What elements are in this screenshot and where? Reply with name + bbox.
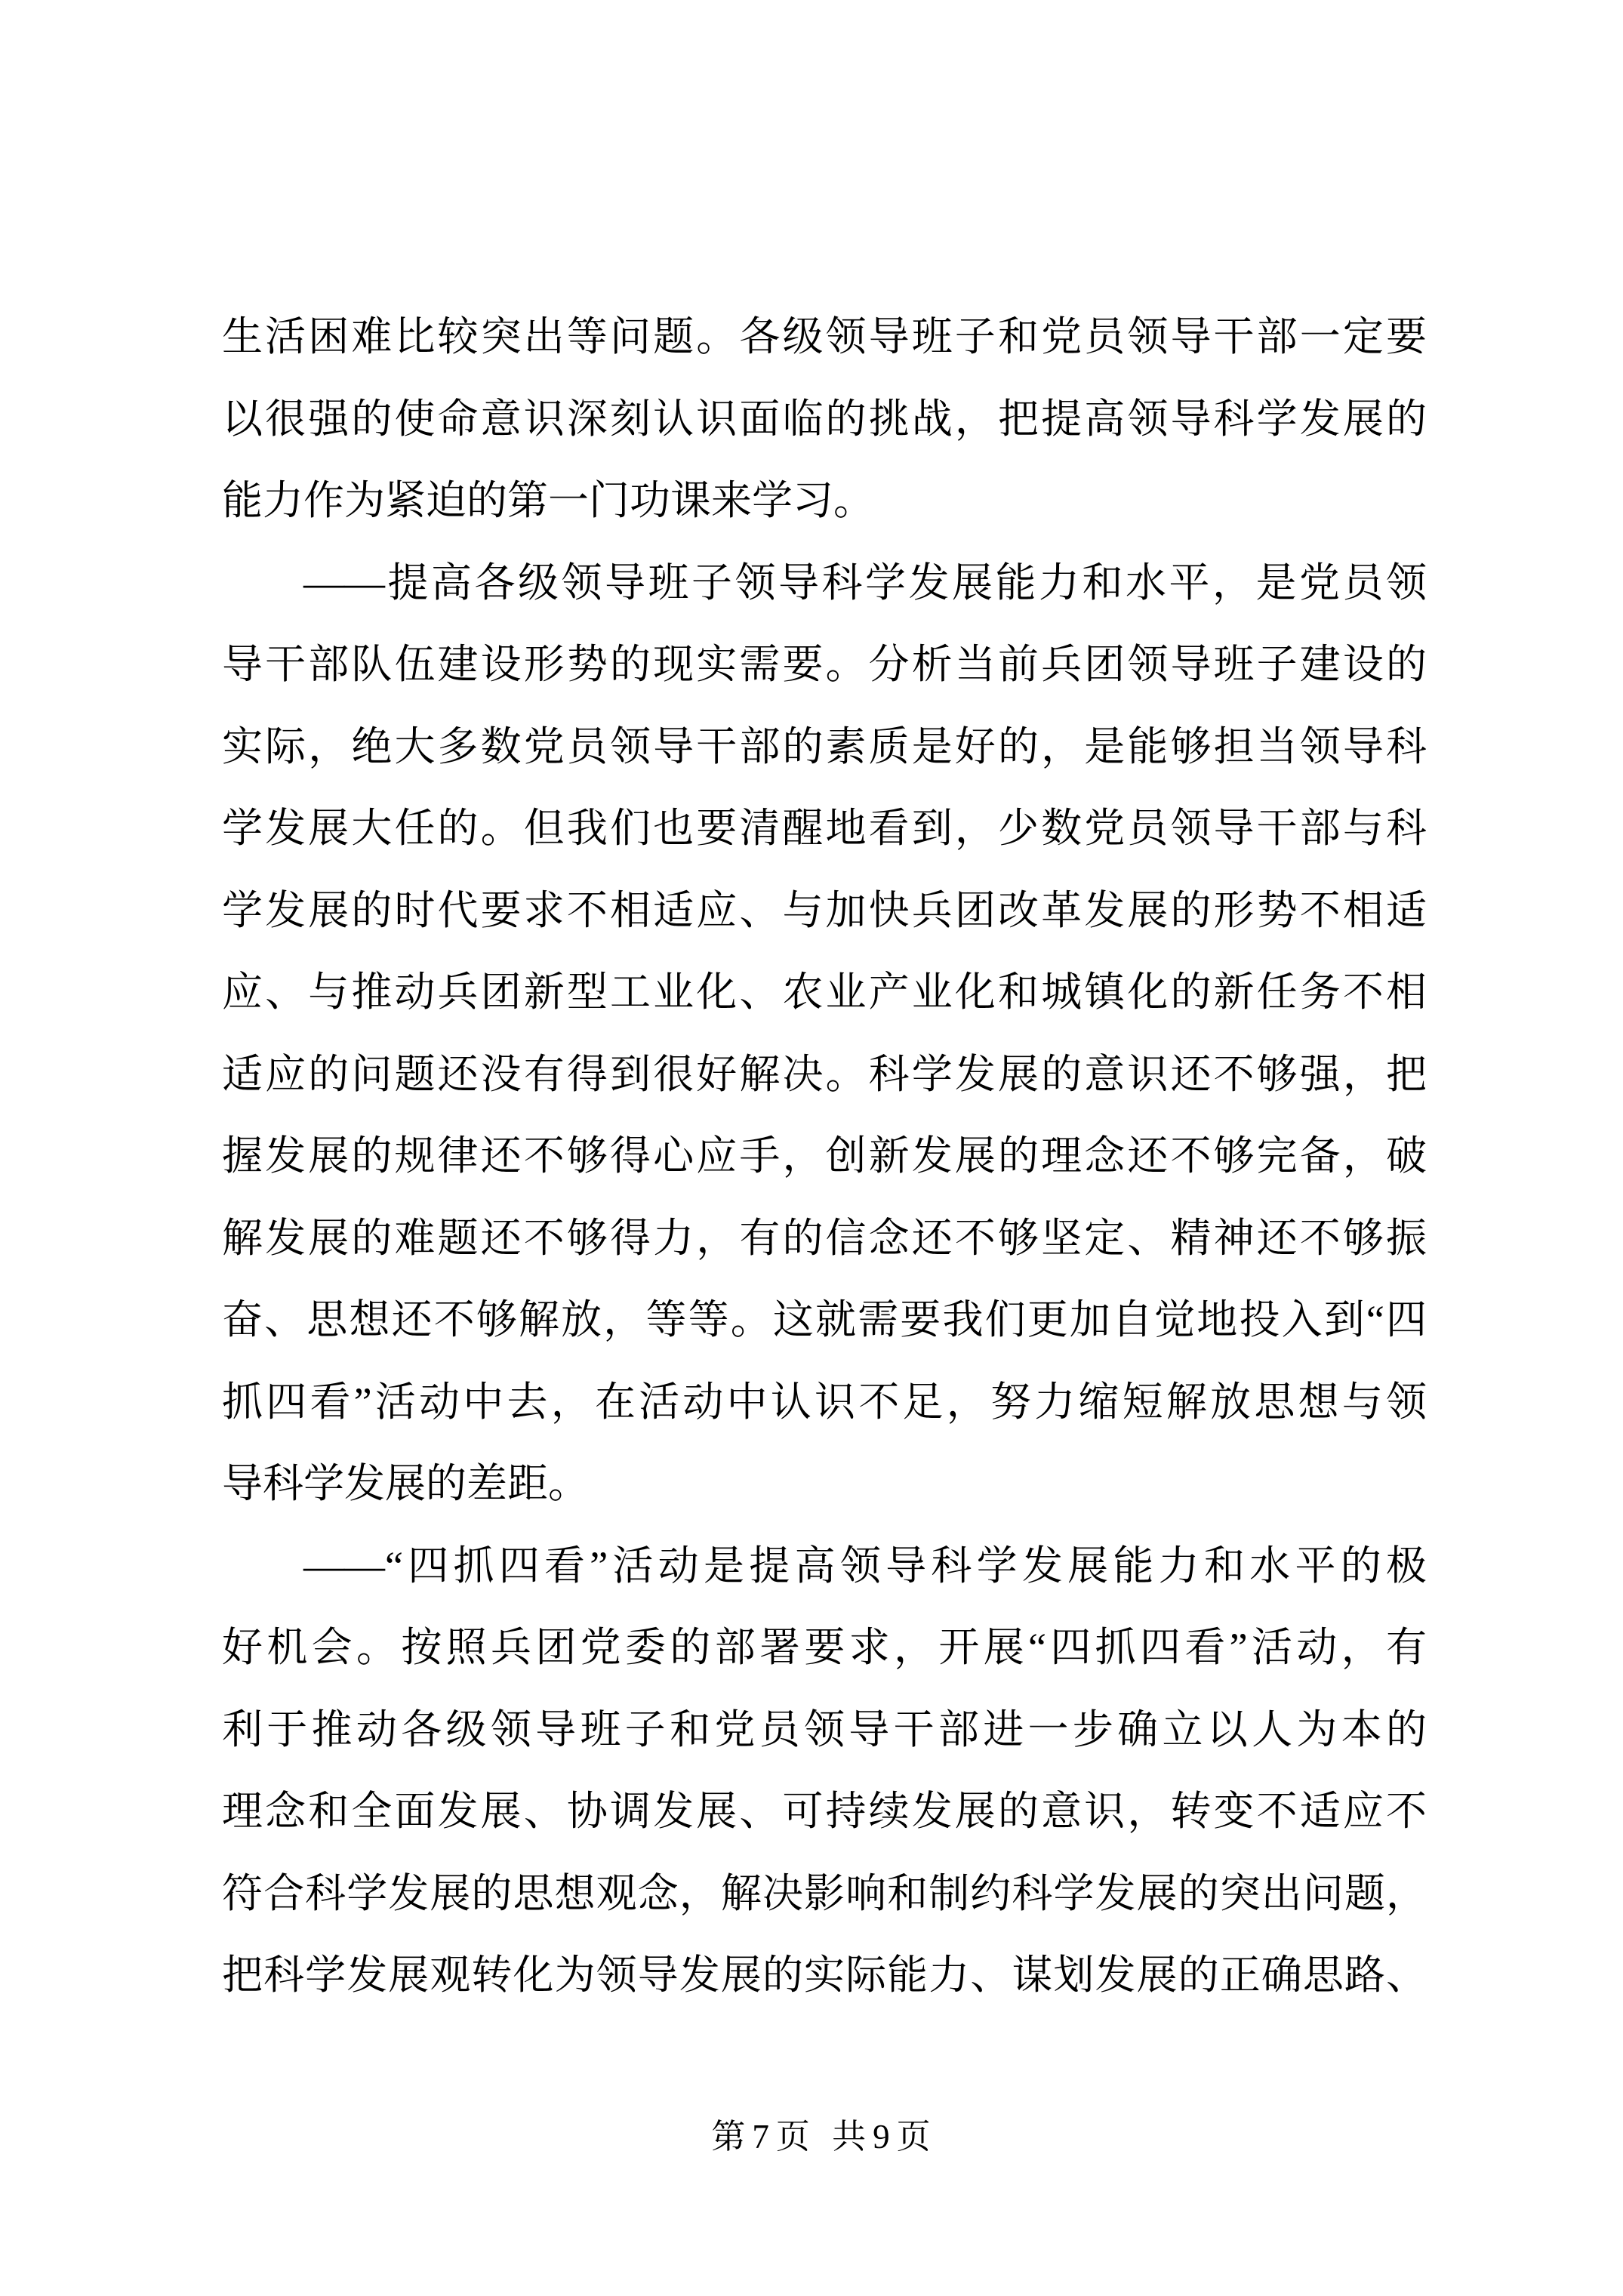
text-line: 解发展的难题还不够得力，有的信念还不够坚定、精神还不够振	[222, 1215, 1427, 1261]
text-line: 利于推动各级领导班子和党员领导干部进一步确立以人为本的	[222, 1706, 1427, 1752]
text-line: 导干部队伍建设形势的现实需要。分析当前兵团领导班子建设的	[222, 642, 1427, 687]
text-line: 应、与推动兵团新型工业化、农业产业化和城镇化的新任务不相	[222, 969, 1427, 1015]
document-body	[222, 296, 1427, 2017]
text-line: ——“四抓四看”活动是提高领导科学发展能力和水平的极	[303, 1542, 1427, 1589]
page-footer	[222, 2114, 1427, 2159]
text-line: 学发展大任的。但我们也要清醒地看到，少数党员领导干部与科	[222, 806, 1427, 851]
text-line: 适应的问题还没有得到很好解决。科学发展的意识还不够强，把	[222, 1051, 1427, 1097]
text-line: 导科学发展的差距。	[222, 1461, 589, 1506]
text-line: 学发展的时代要求不相适应、与加快兵团改革发展的形势不相适	[222, 887, 1427, 933]
text-line: ——提高各级领导班子领导科学发展能力和水平，是党员领	[303, 559, 1427, 606]
text-line: 抓四看”活动中去，在活动中认识不足，努力缩短解放思想与领	[222, 1379, 1427, 1425]
text-line: 实际，绝大多数党员领导干部的素质是好的，是能够担当领导科	[222, 723, 1427, 769]
page-number-text: 第7页 共9页	[711, 2118, 938, 2156]
text-line: 理念和全面发展、协调发展、可持续发展的意识，转变不适应不	[222, 1789, 1427, 1834]
text-line: 生活困难比较突出等问题。各级领导班子和党员领导干部一定要	[222, 314, 1427, 359]
text-line: 能力作为紧迫的第一门功课来学习。	[222, 478, 874, 523]
text-line: 符合科学发展的思想观念，解决影响和制约科学发展的突出问题，	[222, 1870, 1427, 1916]
text-line: 握发展的规律还不够得心应手，创新发展的理念还不够完备，破	[222, 1133, 1427, 1179]
text-line: 奋、思想还不够解放，等等。这就需要我们更加自觉地投入到“四	[222, 1297, 1427, 1342]
text-line: 好机会。按照兵团党委的部署要求，开展“四抓四看”活动，有	[222, 1625, 1427, 1670]
text-line: 把科学发展观转化为领导发展的实际能力、谋划发展的正确思路、	[222, 1952, 1427, 1998]
text-line: 以很强的使命意识深刻认识面临的挑战，把提高领导科学发展的	[222, 396, 1427, 442]
